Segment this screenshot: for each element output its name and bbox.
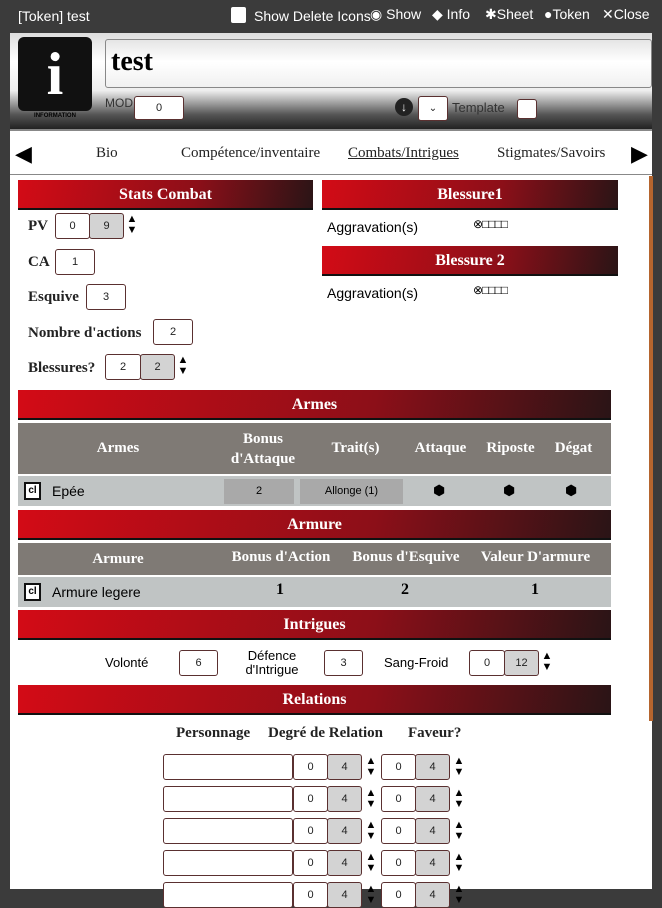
relation-name-input[interactable] bbox=[163, 786, 293, 812]
show-delete-icons-checkbox[interactable] bbox=[231, 7, 246, 23]
ca-input[interactable]: 1 bbox=[55, 249, 95, 275]
col-armes: Armes bbox=[96, 440, 140, 456]
relation-name-input[interactable] bbox=[163, 818, 293, 844]
armure-delete-button[interactable]: cl bbox=[24, 583, 41, 601]
degre-max-input[interactable]: 4 bbox=[327, 786, 362, 812]
info-button[interactable]: ◆ Info bbox=[432, 6, 471, 22]
blessure2-label: Aggravation(s) bbox=[327, 285, 419, 301]
scrollbar[interactable] bbox=[649, 176, 653, 721]
tab-bio[interactable]: Bio bbox=[96, 145, 118, 161]
col-bonus-action: Bonus d'Action bbox=[231, 549, 331, 565]
faveur-max-input[interactable]: 4 bbox=[415, 818, 450, 844]
degre-stepper[interactable]: ▲ ▼ bbox=[365, 851, 377, 874]
degre-input[interactable]: 0 bbox=[293, 754, 328, 780]
degre-stepper[interactable]: ▲ ▼ bbox=[365, 755, 377, 778]
armes-table-header bbox=[18, 423, 611, 474]
blessure2-checkboxes[interactable]: ⊗□□□□ bbox=[473, 283, 508, 297]
tab-prev-arrow[interactable]: ◀ bbox=[15, 141, 32, 166]
actions-label: Nombre d'actions bbox=[28, 325, 142, 341]
armure-esquive: 2 bbox=[401, 581, 409, 598]
actions-input[interactable]: 2 bbox=[153, 319, 193, 345]
mod-input[interactable]: 0 bbox=[134, 96, 184, 120]
relation-name-input[interactable] bbox=[163, 882, 293, 908]
degre-input[interactable]: 0 bbox=[293, 786, 328, 812]
sheet-button[interactable]: ✱Sheet bbox=[485, 6, 534, 22]
armure-table-header bbox=[18, 543, 611, 575]
degre-max-input[interactable]: 4 bbox=[327, 754, 362, 780]
gear-icon: ✱ bbox=[485, 6, 497, 22]
arme-delete-button[interactable]: cl bbox=[24, 482, 41, 500]
col-attaque: Attaque bbox=[414, 440, 467, 456]
mod-label: MOD bbox=[105, 96, 133, 110]
armure-row bbox=[18, 577, 611, 607]
dialog-title: [Token] test bbox=[18, 8, 90, 24]
degre-max-input[interactable]: 4 bbox=[327, 850, 362, 876]
degre-max-input[interactable]: 4 bbox=[327, 882, 362, 908]
degre-stepper[interactable]: ▲ ▼ bbox=[365, 819, 377, 842]
character-name-input[interactable]: test bbox=[105, 39, 652, 88]
relation-name-input[interactable] bbox=[163, 754, 293, 780]
degat-dice-icon[interactable]: ⬢ bbox=[565, 482, 578, 498]
col-degre-relation: Degré de Relation bbox=[268, 725, 383, 741]
relations-header: Relations bbox=[18, 685, 611, 715]
template-label: Template bbox=[452, 100, 505, 115]
degre-stepper[interactable]: ▲ ▼ bbox=[365, 883, 377, 906]
col-traits: Trait(s) bbox=[331, 440, 380, 456]
faveur-stepper[interactable]: ▲ ▼ bbox=[453, 883, 465, 906]
show-delete-icons-label: Show Delete Icons bbox=[254, 8, 371, 24]
tag-icon: ◆ bbox=[432, 6, 443, 22]
volonte-input[interactable]: 6 bbox=[179, 650, 218, 676]
col-bonus-esquive: Bonus d'Esquive bbox=[352, 549, 460, 565]
roll-select[interactable]: ⌄ bbox=[418, 96, 448, 121]
arme-row bbox=[18, 476, 611, 506]
pv-stepper[interactable]: ▲ ▼ bbox=[126, 213, 138, 236]
col-bonus-attaque: Bonus d'Attaque bbox=[230, 431, 296, 467]
template-checkbox[interactable] bbox=[517, 99, 537, 119]
col-degat: Dégat bbox=[554, 440, 593, 456]
sangfroid-stepper[interactable]: ▲ ▼ bbox=[541, 650, 553, 673]
intrigues-header: Intrigues bbox=[18, 610, 611, 640]
pv-max-input[interactable]: 9 bbox=[89, 213, 124, 239]
armure-header: Armure bbox=[18, 510, 611, 540]
armure-name[interactable]: Armure legere bbox=[52, 584, 141, 600]
degre-input[interactable]: 0 bbox=[293, 850, 328, 876]
blessure1-checkboxes[interactable]: ⊗□□□□ bbox=[473, 217, 508, 231]
blessures-input[interactable]: 2 bbox=[105, 354, 141, 380]
divider bbox=[10, 174, 652, 175]
show-button[interactable]: ◉ Show bbox=[370, 6, 422, 22]
dialog-titlebar bbox=[0, 0, 662, 32]
sangfroid-label: Sang-Froid bbox=[384, 655, 449, 670]
user-circle-icon: ● bbox=[544, 6, 553, 22]
faveur-stepper[interactable]: ▲ ▼ bbox=[453, 819, 465, 842]
faveur-max-input[interactable]: 4 bbox=[415, 786, 450, 812]
col-faveur: Faveur? bbox=[408, 725, 462, 741]
faveur-max-input[interactable]: 4 bbox=[415, 850, 450, 876]
armes-header: Armes bbox=[18, 390, 611, 420]
arme-name[interactable]: Epée bbox=[52, 483, 85, 499]
degre-input[interactable]: 0 bbox=[293, 818, 328, 844]
faveur-input[interactable]: 0 bbox=[381, 754, 416, 780]
close-button[interactable]: ✕Close bbox=[602, 6, 650, 22]
sangfroid-input[interactable]: 0 bbox=[469, 650, 505, 676]
token-button[interactable]: ●Token bbox=[544, 6, 590, 22]
download-icon[interactable]: ↓ bbox=[395, 98, 413, 116]
esquive-label: Esquive bbox=[28, 289, 79, 305]
defence-label: Défence d'Intrigue bbox=[245, 648, 299, 677]
blessure2-header: Blessure 2 bbox=[322, 246, 618, 276]
sangfroid-max-input[interactable]: 12 bbox=[504, 650, 539, 676]
degre-stepper[interactable]: ▲ ▼ bbox=[365, 787, 377, 810]
blessures-stepper[interactable]: ▲ ▼ bbox=[177, 354, 189, 377]
degre-max-input[interactable]: 4 bbox=[327, 818, 362, 844]
tab-competence[interactable]: Compétence/inventaire bbox=[181, 145, 321, 161]
faveur-max-input[interactable]: 4 bbox=[415, 754, 450, 780]
pv-label: PV bbox=[28, 218, 48, 234]
faveur-stepper[interactable]: ▲ ▼ bbox=[453, 787, 465, 810]
faveur-input[interactable]: 0 bbox=[381, 882, 416, 908]
tab-combats[interactable]: Combats/Intrigues bbox=[348, 145, 459, 161]
information-logo: i bbox=[18, 37, 92, 111]
riposte-dice-icon[interactable]: ⬢ bbox=[503, 482, 516, 498]
blessure1-header: Blessure1 bbox=[322, 180, 618, 210]
tab-stigmates[interactable]: Stigmates/Savoirs bbox=[497, 145, 606, 161]
blessure1-label: Aggravation(s) bbox=[327, 219, 419, 235]
degre-input[interactable]: 0 bbox=[293, 882, 328, 908]
arme-traits-input[interactable]: Allonge (1) bbox=[300, 479, 403, 504]
close-icon: ✕ bbox=[602, 6, 614, 22]
attaque-dice-icon[interactable]: ⬢ bbox=[433, 482, 446, 498]
relation-name-input[interactable] bbox=[163, 850, 293, 876]
blessures-label: Blessures? bbox=[28, 360, 96, 376]
stats-combat-header: Stats Combat bbox=[18, 180, 313, 210]
esquive-input[interactable]: 3 bbox=[86, 284, 126, 310]
faveur-input[interactable]: 0 bbox=[381, 850, 416, 876]
faveur-input[interactable]: 0 bbox=[381, 818, 416, 844]
logo-caption: INFORMATION bbox=[34, 113, 76, 119]
defence-input[interactable]: 3 bbox=[324, 650, 363, 676]
tab-next-arrow[interactable]: ▶ bbox=[631, 141, 648, 166]
pv-input[interactable]: 0 bbox=[55, 213, 90, 239]
col-riposte: Riposte bbox=[486, 440, 535, 456]
armure-valeur: 1 bbox=[531, 581, 539, 598]
col-valeur-armure: Valeur D'armure bbox=[480, 549, 591, 565]
col-personnage: Personnage bbox=[176, 725, 251, 741]
ca-label: CA bbox=[28, 254, 50, 270]
faveur-input[interactable]: 0 bbox=[381, 786, 416, 812]
blessures-max-input[interactable]: 2 bbox=[140, 354, 175, 380]
volonte-label: Volonté bbox=[105, 655, 149, 670]
faveur-max-input[interactable]: 4 bbox=[415, 882, 450, 908]
faveur-stepper[interactable]: ▲ ▼ bbox=[453, 851, 465, 874]
col-armure: Armure bbox=[92, 551, 144, 567]
faveur-stepper[interactable]: ▲ ▼ bbox=[453, 755, 465, 778]
eye-icon: ◉ bbox=[370, 6, 383, 22]
arme-bonus-input[interactable]: 2 bbox=[224, 479, 294, 504]
armure-action: 1 bbox=[276, 581, 284, 598]
